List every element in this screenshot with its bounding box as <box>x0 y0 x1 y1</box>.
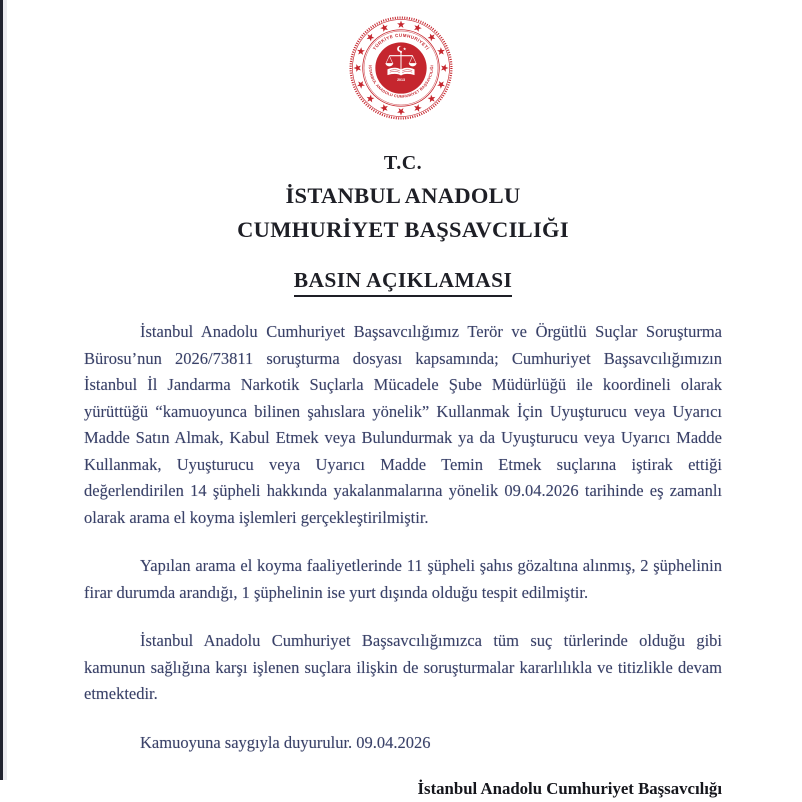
document-header <box>84 147 722 246</box>
seal-top-arc-text: TÜRKİYE CUMHURİYETİ <box>371 32 431 52</box>
scan-edge-light <box>3 0 7 780</box>
closing-line: Kamuoyuna saygıyla duyurulur. 09.04.2026 <box>140 732 431 752</box>
document-body <box>0 147 802 802</box>
signature-line: İstanbul Anadolu Cumhuriyet Başsavcılığı <box>417 779 722 798</box>
paragraph-commitment: İstanbul Anadolu Cumhuriyet Başsavcılığımızca tüm suç türlerinde olduğu gibi kamunun sağlığına karşı işlenen suçlara ilişkin de soruşturmalar kararlılıkla ve titizlikle devam etmektedir. <box>84 631 722 703</box>
prosecutor-office-seal <box>345 12 457 124</box>
paragraph-detentions: Yapılan arama el koyma faaliyetlerinde 11 şüpheli şahıs gözaltına alınmış, 2 şüphelinin firar durumda arandığı, 1 şüphelinin ise yurt dışında olduğu tespit edilmiştir. <box>84 556 722 602</box>
header-institution-line1: İSTANBUL ANADOLU <box>285 183 521 208</box>
document-title-text: BASIN AÇIKLAMASI <box>294 268 512 297</box>
seal-bottom-arc-text: İSTANBUL ANADOLU CUMHURİYET BAŞSAVCILIĞI <box>367 65 435 99</box>
seal-container <box>0 0 802 129</box>
paragraph-investigation: İstanbul Anadolu Cumhuriyet Başsavcılığımız Terör ve Örgütlü Suçlar Soruşturma Bürosu’nun 2026/73811 soruşturma dosyası kapsamında; Cumhuriyet Başsavcılığımızın İstanbul İl Jandarma Narkotik Suçlarla Mücadele Şube Müdürlüğü ile koordineli olarak yürüttüğü “kamuoyunca bilinen şahıslara yönelik” Kullanmak İçin Uyuşturucu veya Uyarıcı Madde Satın Almak, Kabul Etmek veya Bulundurmak ya da Uyuşturucu veya Uyarıcı Madde Kullanmak, Uyuşturucu veya Uyarıcı Madde Temin Etmek suçlarına iştirak ettiği değerlendirilen 14 şüpheli hakkında yakalanmalarına yönelik 09.04.2026 tarihinde eş zamanlı olarak arama el koyma işlemleri gerçekleştirilmiştir. <box>84 322 722 527</box>
header-institution-line2: CUMHURİYET BAŞSAVCILIĞI <box>237 216 569 242</box>
document-title <box>84 268 722 297</box>
seal-year-label: 2013 <box>397 77 405 82</box>
header-tc: T.C. <box>383 152 423 174</box>
